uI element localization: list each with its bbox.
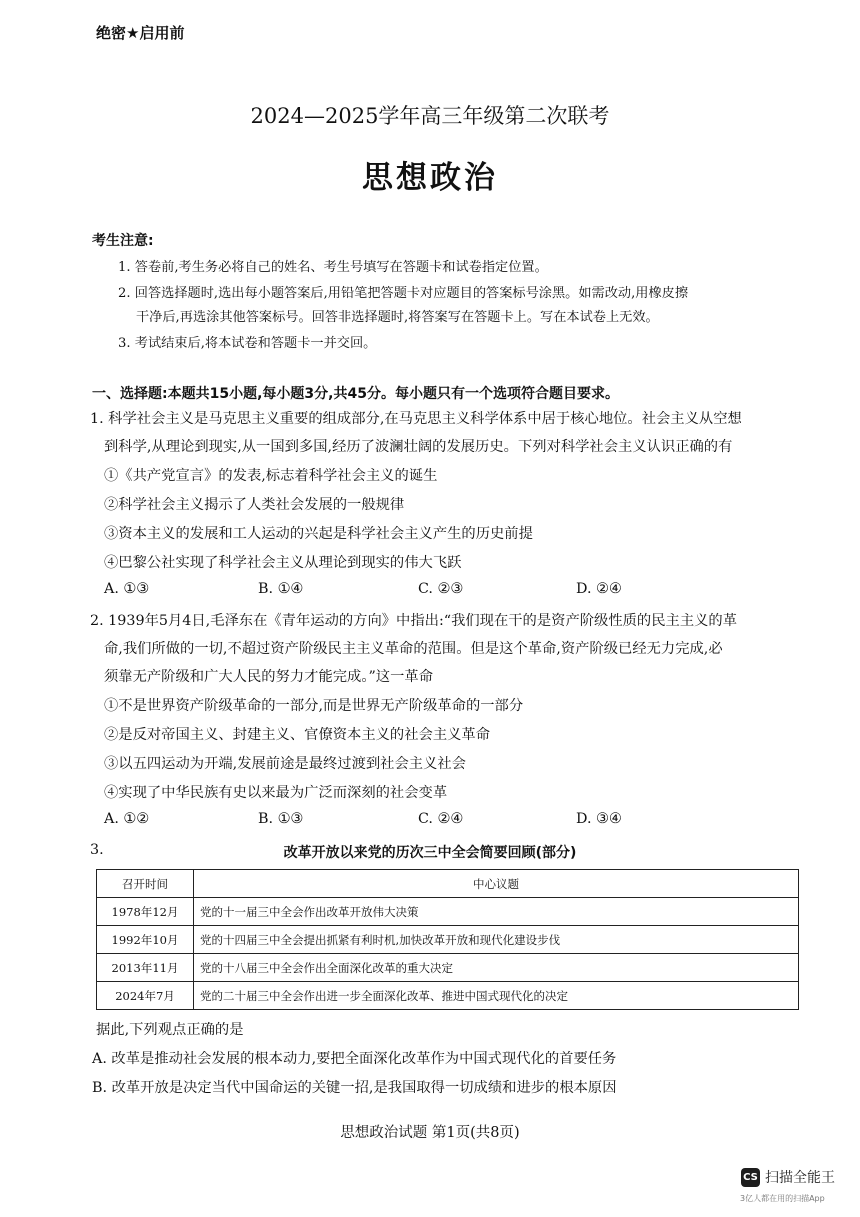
exam-title: 2024—2025学年高三年级第二次联考: [250, 104, 610, 128]
confidential-mark: 绝密★启用前: [96, 24, 185, 42]
table-cell-topic: 党的二十届三中全会作出进一步全面深化改革、推进中国式现代化的决定: [194, 982, 799, 1010]
table-cell-time: 1992年10月: [97, 926, 194, 954]
q2-option-c: C. ②④: [418, 811, 464, 827]
q2-item-4: ④实现了中华民族有史以来最为广泛而深刻的社会变革: [104, 785, 448, 801]
section-heading: 一、选择题:本题共15小题,每小题3分,共45分。每小题只有一个选项符合题目要求。: [92, 386, 619, 402]
q2-item-2: ②是反对帝国主义、封建主义、官僚资本主义的社会主义革命: [104, 727, 491, 743]
q2-stem-line-3: 须靠无产阶级和广大人民的努力才能完成。”这一革命: [104, 669, 433, 685]
table-cell-time: 2024年7月: [97, 982, 194, 1010]
q1-item-1: ①《共产党宣言》的发表,标志着科学社会主义的诞生: [104, 468, 438, 484]
q2-stem-line-1: 2. 1939年5月4日,毛泽东在《青年运动的方向》中指出:“我们现在干的是资产阶级性质的民主主义的革: [90, 613, 738, 629]
q2-option-a: A. ①②: [104, 811, 150, 827]
table-cell-time: 1978年12月: [97, 898, 194, 926]
table-cell-topic: 党的十八届三中全会作出全面深化改革的重大决定: [194, 954, 799, 982]
q1-item-4: ④巴黎公社实现了科学社会主义从理论到现实的伟大飞跃: [104, 555, 462, 571]
scanner-watermark-tagline: 3亿人都在用的扫描App: [740, 1194, 825, 1203]
q2-option-b: B. ①③: [258, 811, 304, 827]
table-row: [97, 926, 799, 954]
table-cell-topic: 党的十一届三中全会作出改革开放伟大决策: [194, 898, 799, 926]
notice-heading: 考生注意:: [92, 233, 154, 249]
q1-stem-line-2: 到科学,从理论到现实,从一国到多国,经历了波澜壮阔的发展历史。下列对科学社会主义认识正确的有: [104, 439, 733, 455]
table-row: [97, 898, 799, 926]
plenary-sessions-table: [96, 869, 799, 1010]
scanner-watermark-name: 扫描全能王: [765, 1170, 835, 1186]
q3-option-b: B. 改革开放是决定当代中国命运的关键一招,是我国取得一切成绩和进步的根本原因: [92, 1080, 617, 1096]
page-footer: 思想政治试题 第1页(共8页): [340, 1125, 520, 1141]
q1-item-3: ③资本主义的发展和工人运动的兴起是科学社会主义产生的历史前提: [104, 526, 533, 542]
table-cell-time: 2013年11月: [97, 954, 194, 982]
notice-item-2: 2. 回答选择题时,选出每小题答案后,用铅笔把答题卡对应题目的答案标号涂黑。如需改动,用橡皮擦: [118, 286, 689, 301]
notice-item-3: 3. 考试结束后,将本试卷和答题卡一并交回。: [118, 336, 377, 351]
table-header-row: [97, 870, 799, 898]
q2-option-d: D. ③④: [576, 811, 622, 827]
table-row: [97, 982, 799, 1010]
q3-option-a: A. 改革是推动社会发展的根本动力,要把全面深化改革作为中国式现代化的首要任务: [92, 1051, 617, 1067]
q2-item-1: ①不是世界资产阶级革命的一部分,而是世界无产阶级革命的一部分: [104, 698, 524, 714]
q1-option-a: A. ①③: [104, 581, 150, 597]
q3-prompt: 据此,下列观点正确的是: [96, 1022, 244, 1038]
table-row: [97, 954, 799, 982]
q2-item-3: ③以五四运动为开端,发展前途是最终过渡到社会主义社会: [104, 756, 466, 772]
notice-item-1: 1. 答卷前,考生务必将自己的姓名、考生号填写在答题卡和试卷指定位置。: [118, 260, 548, 275]
column-header-time: 召开时间: [97, 870, 194, 898]
q2-stem-line-2: 命,我们所做的一切,不超过资产阶级民主主义革命的范围。但是这个革命,资产阶级已经无力完成,必: [104, 641, 723, 657]
subject-title: 思想政治: [362, 160, 498, 196]
q3-number: 3.: [90, 842, 104, 858]
column-header-topic: 中心议题: [194, 870, 799, 898]
q1-item-2: ②科学社会主义揭示了人类社会发展的一般规律: [104, 497, 405, 513]
q1-option-b: B. ①④: [258, 581, 304, 597]
camscanner-logo-icon: CS: [741, 1168, 760, 1187]
q1-option-c: C. ②③: [418, 581, 464, 597]
q1-option-d: D. ②④: [576, 581, 622, 597]
q1-stem-line-1: 1. 科学社会主义是马克思主义重要的组成部分,在马克思主义科学体系中居于核心地位。社会主义从空想: [90, 411, 742, 427]
notice-item-2-cont: 干净后,再选涂其他答案标号。回答非选择题时,将答案写在答题卡上。写在本试卷上无效。: [136, 310, 659, 325]
table-cell-topic: 党的十四届三中全会提出抓紧有利时机,加快改革开放和现代化建设步伐: [194, 926, 799, 954]
q3-table-title: 改革开放以来党的历次三中全会简要回顾(部分): [283, 845, 577, 861]
